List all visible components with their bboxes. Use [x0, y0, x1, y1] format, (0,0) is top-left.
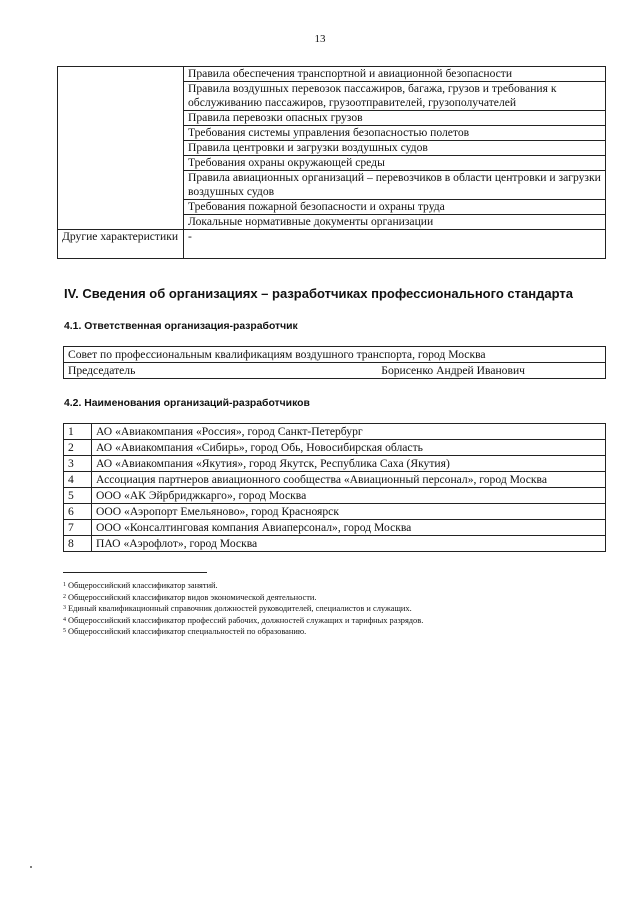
table-row: [58, 67, 606, 82]
responsible-org-name: Совет по профессиональным квалификациям воздушного транспорта, город Москва: [64, 347, 606, 363]
table-row: [64, 472, 606, 488]
developer-name: АО «Авиакомпания «Сибирь», город Обь, Новосибирская область: [92, 440, 606, 456]
table-row: [64, 347, 606, 363]
table-cell: Правила центровки и загрузки воздушных судов: [184, 141, 606, 156]
chair-role: Председатель: [68, 364, 136, 377]
table-row: [58, 230, 606, 259]
section-title: IV. Сведения об организациях – разработчиках профессионального стандарта: [64, 286, 573, 301]
table-row: [64, 456, 606, 472]
footnote: [63, 603, 423, 615]
row-number: 2: [64, 440, 92, 456]
footnote: [63, 615, 423, 627]
footnote-mark: 1: [63, 582, 66, 588]
developer-name: Ассоциация партнеров авиационного сообщества «Авиационный персонал», город Москва: [92, 472, 606, 488]
developer-name: АО «Авиакомпания «Якутия», город Якутск, Республика Саха (Якутия): [92, 456, 606, 472]
footnote-mark: 2: [63, 593, 66, 600]
chair-row: [64, 363, 606, 379]
footnote-mark: 3: [63, 605, 66, 611]
table-cell: Правила перевозки опасных грузов: [184, 111, 606, 126]
table-cell: Правила авиационных организаций – перевозчиков в области центровки и загрузки воздушных судов: [184, 171, 606, 200]
developers-heading: 4.2. Наименования организаций-разработчиков: [64, 398, 310, 409]
footnote: [63, 626, 423, 638]
row-number: 5: [64, 488, 92, 504]
scan-artifact: [30, 866, 32, 868]
responsible-org-heading: 4.1. Ответственная организация-разработчик: [64, 321, 298, 332]
footnote-text: Общероссийский классификатор специальностей по образованию.: [68, 627, 307, 636]
responsible-org-table: [63, 346, 606, 379]
table-row: [64, 520, 606, 536]
row-number: 1: [64, 424, 92, 440]
table-cell: Правила воздушных перевозок пассажиров, багажа, грузов и требования к обслуживанию пассажиров, грузоотправителей, грузополучателей: [184, 82, 606, 111]
table-row: [64, 424, 606, 440]
footnote-text: Общероссийский классификатор занятий.: [68, 581, 218, 590]
table-cell: Требования охраны окружающей среды: [184, 156, 606, 171]
developer-name: АО «Авиакомпания «Россия», город Санкт-Петербург: [92, 424, 606, 440]
table-cell: Требования пожарной безопасности и охраны труда: [184, 200, 606, 215]
developer-name: ООО «Консалтинговая компания Авиаперсонал», город Москва: [92, 520, 606, 536]
row-number: 6: [64, 504, 92, 520]
table-row: [64, 440, 606, 456]
table-row: [64, 363, 606, 379]
footnote-mark: 5: [63, 628, 66, 634]
table-cell: Локальные нормативные документы организации: [184, 215, 606, 230]
footnote-divider: [63, 572, 207, 573]
footnote: [63, 592, 423, 604]
developer-name: ООО «Аэропорт Емельяново», город Красноярск: [92, 504, 606, 520]
footnote-text: Единый квалификационный справочник должностей руководителей, специалистов и служащих.: [68, 604, 412, 613]
developer-name: ООО «АК Эйрбриджкарго», город Москва: [92, 488, 606, 504]
row-number: 4: [64, 472, 92, 488]
row-number: 7: [64, 520, 92, 536]
page-number: 13: [314, 33, 326, 45]
requirements-table: [57, 66, 606, 259]
table-cell: Требования системы управления безопасностью полетов: [184, 126, 606, 141]
footnote: [63, 580, 423, 592]
other-characteristics-value: -: [184, 230, 606, 259]
footnotes: [63, 580, 423, 638]
other-characteristics-label: Другие характеристики: [58, 230, 184, 259]
table-cell: Правила обеспечения транспортной и авиационной безопасности: [184, 67, 606, 82]
table-row: [64, 536, 606, 552]
footnote-mark: 4: [63, 616, 66, 623]
empty-label-cell: [58, 67, 184, 230]
footnote-text: Общероссийский классификатор профессий рабочих, должностей служащих и тарифных разрядов.: [68, 615, 424, 625]
footnote-text: Общероссийский классификатор видов экономической деятельности.: [68, 592, 317, 602]
table-row: [64, 504, 606, 520]
row-number: 8: [64, 536, 92, 552]
chair-name: Борисенко Андрей Иванович: [381, 364, 525, 377]
developers-table: [63, 423, 606, 552]
table-row: [64, 488, 606, 504]
row-number: 3: [64, 456, 92, 472]
developer-name: ПАО «Аэрофлот», город Москва: [92, 536, 606, 552]
